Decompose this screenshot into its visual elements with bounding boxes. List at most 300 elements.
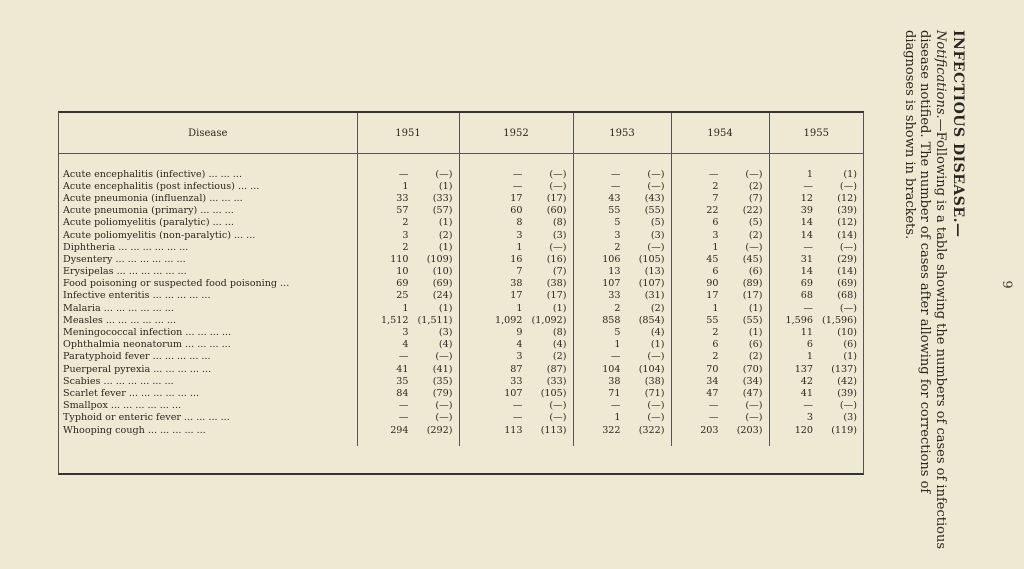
intro-paragraph xyxy=(902,30,949,550)
corrected-count: (4) xyxy=(438,339,453,351)
header-1952: 1952 xyxy=(459,113,573,154)
table-row xyxy=(59,192,863,204)
year-cell xyxy=(769,302,863,314)
year-cell xyxy=(769,229,863,241)
year-cell xyxy=(459,241,573,253)
notified-count: 41 xyxy=(396,363,409,375)
corrected-count: (38) xyxy=(644,375,665,387)
corrected-count: (—) xyxy=(839,180,857,192)
corrected-count: (79) xyxy=(432,387,453,399)
disease-name: Smallpox ... ... ... ... ... ... xyxy=(59,400,357,412)
year-cell xyxy=(459,351,573,363)
year-cell xyxy=(357,253,459,265)
notified-count: 6 xyxy=(712,339,719,351)
notified-count: — xyxy=(610,180,621,192)
intro-lead: Notifications. xyxy=(933,30,948,119)
disease-name: Acute pneumonia (primary) ... ... ... xyxy=(59,205,357,217)
notified-count: 1 xyxy=(516,241,523,253)
corrected-count: (—) xyxy=(839,302,857,314)
corrected-count: (—) xyxy=(549,241,567,253)
corrected-count: (7) xyxy=(552,266,567,278)
year-cell xyxy=(671,424,769,436)
year-cell xyxy=(671,412,769,424)
notified-count: 2 xyxy=(712,327,719,339)
table-row xyxy=(59,278,863,290)
year-cell xyxy=(459,180,573,192)
corrected-count: (—) xyxy=(745,400,763,412)
corrected-count: (16) xyxy=(546,253,567,265)
corrected-count: (—) xyxy=(745,168,763,180)
corrected-count: (33) xyxy=(546,375,567,387)
notified-count: — xyxy=(512,412,523,424)
disease-name: Acute poliomyelitis (paralytic) ... ... xyxy=(59,217,357,229)
notified-count: — xyxy=(610,400,621,412)
notified-count: 7 xyxy=(516,266,523,278)
corrected-count: (22) xyxy=(742,205,763,217)
notified-count: 2 xyxy=(402,241,409,253)
corrected-count: (—) xyxy=(549,400,567,412)
table-row xyxy=(59,314,863,326)
disease-name: Ophthalmia neonatorum ... ... ... ... xyxy=(59,339,357,351)
notified-count: 6 xyxy=(712,266,719,278)
corrected-count: (5) xyxy=(650,217,665,229)
notified-count: 322 xyxy=(602,424,621,436)
notified-count: 33 xyxy=(510,375,523,387)
notifications-table xyxy=(59,113,863,446)
year-cell xyxy=(769,326,863,338)
year-cell xyxy=(357,205,459,217)
year-cell xyxy=(671,326,769,338)
notified-count: 38 xyxy=(608,375,621,387)
year-cell xyxy=(671,400,769,412)
notified-count: 13 xyxy=(608,266,621,278)
notified-count: 203 xyxy=(700,424,719,436)
corrected-count: (107) xyxy=(638,278,665,290)
notified-count: 2 xyxy=(712,351,719,363)
notified-count: 1 xyxy=(614,412,621,424)
corrected-count: (42) xyxy=(837,375,857,387)
table-row xyxy=(59,375,863,387)
year-cell xyxy=(573,192,671,204)
notified-count: — xyxy=(398,351,409,363)
notified-count: 1,092 xyxy=(495,314,523,326)
notified-count: — xyxy=(512,400,523,412)
year-cell xyxy=(671,241,769,253)
year-cell xyxy=(459,363,573,375)
corrected-count: (10) xyxy=(837,327,857,339)
corrected-count: (39) xyxy=(837,387,857,399)
notified-count: 34 xyxy=(706,375,719,387)
disease-name: Diphtheria ... ... ... ... ... ... xyxy=(59,241,357,253)
year-cell xyxy=(769,180,863,192)
year-cell xyxy=(357,192,459,204)
corrected-count: (89) xyxy=(742,278,763,290)
year-cell xyxy=(769,351,863,363)
year-cell xyxy=(769,205,863,217)
year-cell xyxy=(769,266,863,278)
corrected-count: (1) xyxy=(438,241,453,253)
year-cell xyxy=(459,424,573,436)
year-cell xyxy=(573,278,671,290)
corrected-count: (7) xyxy=(748,192,763,204)
year-cell xyxy=(573,217,671,229)
page-number: 9 xyxy=(999,280,1014,289)
notified-count: 8 xyxy=(516,217,523,229)
year-cell xyxy=(769,375,863,387)
corrected-count: (69) xyxy=(432,278,453,290)
year-cell xyxy=(357,290,459,302)
notified-count: 68 xyxy=(800,290,813,302)
year-cell xyxy=(573,339,671,351)
corrected-count: (8) xyxy=(552,327,567,339)
notified-count: 110 xyxy=(390,253,409,265)
year-cell xyxy=(357,278,459,290)
corrected-count: (1,596) xyxy=(822,314,857,326)
corrected-count: (57) xyxy=(432,205,453,217)
corrected-count: (113) xyxy=(540,424,567,436)
notified-count: 1,512 xyxy=(381,314,409,326)
year-cell xyxy=(573,363,671,375)
corrected-count: (38) xyxy=(546,278,567,290)
corrected-count: (854) xyxy=(638,314,665,326)
notified-count: — xyxy=(398,168,409,180)
year-cell xyxy=(671,387,769,399)
notified-count: — xyxy=(512,168,523,180)
notified-count: 1 xyxy=(806,168,813,180)
corrected-count: (14) xyxy=(837,229,857,241)
year-cell xyxy=(357,326,459,338)
notified-count: 104 xyxy=(602,363,621,375)
year-cell xyxy=(671,339,769,351)
corrected-count: (3) xyxy=(650,229,665,241)
notified-count: 5 xyxy=(614,217,621,229)
notified-count: 11 xyxy=(800,327,813,339)
notified-count: 1,596 xyxy=(785,314,813,326)
year-cell xyxy=(671,180,769,192)
table-header-row xyxy=(59,113,863,154)
notified-count: — xyxy=(708,412,719,424)
corrected-count: (2) xyxy=(438,229,453,241)
year-cell xyxy=(357,387,459,399)
year-cell xyxy=(357,180,459,192)
year-cell xyxy=(769,363,863,375)
notified-count: 25 xyxy=(396,290,409,302)
year-cell xyxy=(573,387,671,399)
disease-name: Scabies ... ... ... ... ... ... xyxy=(59,375,357,387)
notified-count: 47 xyxy=(706,387,719,399)
notified-count: 70 xyxy=(706,363,719,375)
year-cell xyxy=(459,339,573,351)
year-cell xyxy=(769,412,863,424)
notified-count: 107 xyxy=(602,278,621,290)
corrected-count: (—) xyxy=(647,351,665,363)
notified-count: 17 xyxy=(706,290,719,302)
table-row xyxy=(59,168,863,180)
year-cell xyxy=(573,351,671,363)
year-cell xyxy=(357,375,459,387)
section-heading: INFECTIOUS DISEASE.— xyxy=(950,30,966,238)
side-text-block xyxy=(874,0,1024,569)
corrected-count: (322) xyxy=(638,424,665,436)
notified-count: 71 xyxy=(608,387,621,399)
corrected-count: (—) xyxy=(647,180,665,192)
corrected-count: (1) xyxy=(438,302,453,314)
notified-count: 4 xyxy=(402,339,409,351)
notified-count: 1 xyxy=(516,302,523,314)
year-cell xyxy=(769,400,863,412)
year-cell xyxy=(459,375,573,387)
table-row xyxy=(59,217,863,229)
corrected-count: (1) xyxy=(843,168,857,180)
notified-count: — xyxy=(803,241,813,253)
disease-name: Infective enteritis ... ... ... ... ... xyxy=(59,290,357,302)
notified-count: 38 xyxy=(510,278,523,290)
notified-count: 113 xyxy=(504,424,523,436)
year-cell xyxy=(671,363,769,375)
corrected-count: (29) xyxy=(837,253,857,265)
notified-count: 69 xyxy=(396,278,409,290)
notified-count: 33 xyxy=(396,192,409,204)
corrected-count: (1) xyxy=(438,217,453,229)
notified-count: 6 xyxy=(712,217,719,229)
year-cell xyxy=(357,302,459,314)
disease-name: Acute poliomyelitis (non-paralytic) ... ... xyxy=(59,229,357,241)
notified-count: 2 xyxy=(614,302,621,314)
notified-count: — xyxy=(803,400,813,412)
corrected-count: (1) xyxy=(748,302,763,314)
corrected-count: (105) xyxy=(540,387,567,399)
table-row xyxy=(59,400,863,412)
year-cell xyxy=(671,302,769,314)
notified-count: 858 xyxy=(602,314,621,326)
year-cell xyxy=(769,278,863,290)
year-cell xyxy=(357,217,459,229)
notified-count: — xyxy=(803,302,813,314)
disease-name: Erysipelas ... ... ... ... ... ... xyxy=(59,266,357,278)
notified-count: 90 xyxy=(706,278,719,290)
notified-count: 1 xyxy=(712,241,719,253)
notified-count: 35 xyxy=(396,375,409,387)
year-cell xyxy=(459,192,573,204)
year-cell xyxy=(671,314,769,326)
notified-count: 41 xyxy=(800,387,813,399)
notified-count: 120 xyxy=(794,424,813,436)
table-row xyxy=(59,363,863,375)
corrected-count: (—) xyxy=(647,412,665,424)
year-cell xyxy=(671,290,769,302)
table-row xyxy=(59,229,863,241)
notified-count: 1 xyxy=(402,302,409,314)
corrected-count: (4) xyxy=(552,339,567,351)
year-cell xyxy=(459,302,573,314)
notified-count: 55 xyxy=(608,205,621,217)
corrected-count: (13) xyxy=(644,266,665,278)
disease-name: Malaria ... ... ... ... ... ... xyxy=(59,302,357,314)
corrected-count: (55) xyxy=(742,314,763,326)
year-cell xyxy=(671,375,769,387)
notified-count: 22 xyxy=(706,205,719,217)
intro-text: —Following is a table showing the numbers of cases of infectious disease notified. The number of cases after allowing for corrections of diagnoses is shown in brackets. xyxy=(902,30,948,550)
table-row xyxy=(59,266,863,278)
year-cell xyxy=(459,168,573,180)
corrected-count: (3) xyxy=(552,229,567,241)
corrected-count: (—) xyxy=(549,168,567,180)
year-cell xyxy=(357,424,459,436)
disease-name: Paratyphoid fever ... ... ... ... ... xyxy=(59,351,357,363)
disease-name: Puerperal pyrexia ... ... ... ... ... xyxy=(59,363,357,375)
year-cell xyxy=(671,253,769,265)
notified-count: 4 xyxy=(516,339,523,351)
year-cell xyxy=(357,314,459,326)
notified-count: 17 xyxy=(510,290,523,302)
year-cell xyxy=(769,424,863,436)
notified-count: 3 xyxy=(516,229,523,241)
disease-name: Meningococcal infection ... ... ... ... xyxy=(59,326,357,338)
notified-count: 14 xyxy=(800,229,813,241)
corrected-count: (55) xyxy=(644,205,665,217)
year-cell xyxy=(573,290,671,302)
year-cell xyxy=(769,168,863,180)
year-cell xyxy=(357,168,459,180)
notified-count: 31 xyxy=(800,253,813,265)
year-cell xyxy=(357,229,459,241)
notified-count: 107 xyxy=(504,387,523,399)
table-row xyxy=(59,424,863,436)
header-disease: Disease xyxy=(59,113,357,154)
year-cell xyxy=(357,266,459,278)
corrected-count: (31) xyxy=(644,290,665,302)
year-cell xyxy=(573,180,671,192)
corrected-count: (3) xyxy=(843,412,857,424)
year-cell xyxy=(769,241,863,253)
corrected-count: (69) xyxy=(837,278,857,290)
notified-count: 3 xyxy=(516,351,523,363)
notified-count: 3 xyxy=(806,412,813,424)
corrected-count: (33) xyxy=(432,192,453,204)
year-cell xyxy=(671,351,769,363)
year-cell xyxy=(769,217,863,229)
corrected-count: (1) xyxy=(843,351,857,363)
table-row xyxy=(59,302,863,314)
corrected-count: (104) xyxy=(638,363,665,375)
year-cell xyxy=(573,229,671,241)
notified-count: 87 xyxy=(510,363,523,375)
notified-count: 57 xyxy=(396,205,409,217)
disease-name: Food poisoning or suspected food poisoning ... xyxy=(59,278,357,290)
year-cell xyxy=(573,205,671,217)
year-cell xyxy=(671,217,769,229)
corrected-count: (60) xyxy=(546,205,567,217)
notified-count: — xyxy=(708,168,719,180)
year-cell xyxy=(357,339,459,351)
corrected-count: (10) xyxy=(432,266,453,278)
spacer-row xyxy=(59,436,863,446)
notified-count: 42 xyxy=(800,375,813,387)
year-cell xyxy=(671,229,769,241)
table-row xyxy=(59,326,863,338)
year-cell xyxy=(459,217,573,229)
year-cell xyxy=(459,400,573,412)
notified-count: 1 xyxy=(806,351,813,363)
year-cell xyxy=(573,168,671,180)
corrected-count: (—) xyxy=(839,400,857,412)
disease-name: Acute pneumonia (influenzal) ... ... ... xyxy=(59,192,357,204)
corrected-count: (—) xyxy=(435,400,453,412)
corrected-count: (3) xyxy=(438,327,453,339)
notified-count: 16 xyxy=(510,253,523,265)
table-row xyxy=(59,387,863,399)
notified-count: 10 xyxy=(396,266,409,278)
corrected-count: (2) xyxy=(748,180,763,192)
notified-count: 39 xyxy=(800,205,813,217)
corrected-count: (292) xyxy=(426,424,453,436)
notified-count: 43 xyxy=(608,192,621,204)
corrected-count: (47) xyxy=(742,387,763,399)
year-cell xyxy=(671,168,769,180)
notified-count: 33 xyxy=(608,290,621,302)
corrected-count: (—) xyxy=(647,241,665,253)
year-cell xyxy=(357,400,459,412)
table-row xyxy=(59,290,863,302)
notified-count: — xyxy=(398,412,409,424)
notified-count: 2 xyxy=(614,241,621,253)
notified-count: 7 xyxy=(712,192,719,204)
year-cell xyxy=(459,229,573,241)
notified-count: 3 xyxy=(402,327,409,339)
corrected-count: (1) xyxy=(552,302,567,314)
corrected-count: (—) xyxy=(549,180,567,192)
table-body xyxy=(59,154,863,447)
corrected-count: (137) xyxy=(831,363,857,375)
disease-name: Dysentery ... ... ... ... ... ... xyxy=(59,253,357,265)
year-cell xyxy=(357,412,459,424)
corrected-count: (6) xyxy=(748,266,763,278)
header-1954: 1954 xyxy=(671,113,769,154)
table-row xyxy=(59,412,863,424)
year-cell xyxy=(671,266,769,278)
notified-count: 12 xyxy=(800,192,813,204)
corrected-count: (17) xyxy=(546,290,567,302)
table-row xyxy=(59,205,863,217)
notified-count: 9 xyxy=(516,327,523,339)
notified-count: 55 xyxy=(706,314,719,326)
notified-count: 1 xyxy=(712,302,719,314)
notified-count: 137 xyxy=(794,363,813,375)
corrected-count: (6) xyxy=(748,339,763,351)
corrected-count: (24) xyxy=(432,290,453,302)
header-1951: 1951 xyxy=(357,113,459,154)
corrected-count: (12) xyxy=(837,192,857,204)
corrected-count: (12) xyxy=(837,217,857,229)
table-row xyxy=(59,339,863,351)
year-cell xyxy=(671,205,769,217)
year-cell xyxy=(573,314,671,326)
year-cell xyxy=(769,314,863,326)
year-cell xyxy=(459,266,573,278)
corrected-count: (39) xyxy=(837,205,857,217)
corrected-count: (2) xyxy=(748,229,763,241)
corrected-count: (105) xyxy=(638,253,665,265)
notified-count: 3 xyxy=(712,229,719,241)
year-cell xyxy=(357,351,459,363)
corrected-count: (17) xyxy=(742,290,763,302)
notified-count: 17 xyxy=(510,192,523,204)
year-cell xyxy=(573,424,671,436)
table-row xyxy=(59,253,863,265)
header-1953: 1953 xyxy=(573,113,671,154)
year-cell xyxy=(573,253,671,265)
notified-count: 14 xyxy=(800,217,813,229)
